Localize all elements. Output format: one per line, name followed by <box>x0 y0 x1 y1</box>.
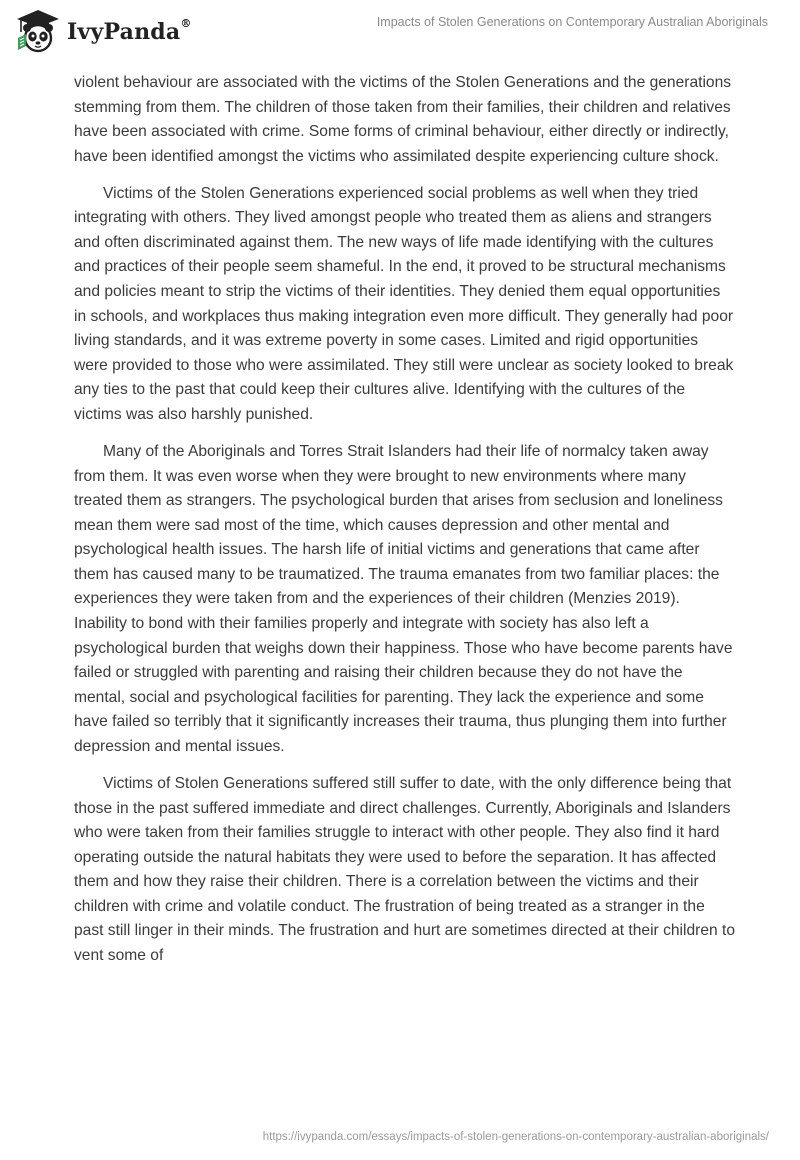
source-url[interactable]: https://ivypanda.com/essays/impacts-of-stolen-generations-on-contemporary-australian-aboriginals/ <box>262 1131 769 1143</box>
registered-mark: ® <box>180 17 192 30</box>
essay-body <box>74 71 736 981</box>
panda-graduate-icon <box>15 8 61 54</box>
brand-name <box>67 19 192 45</box>
document-title: Impacts of Stolen Generations on Contemporary Australian Aboriginals <box>376 15 768 29</box>
paragraph-4: Victims of Stolen Generations suffered still suffer to date, with the only difference being that those in the past suffered immediate and direct challenges. Currently, Aboriginals and Islanders who were taken from their families struggle to interact with other people. They also find it hard operating outside the natural habitats they were used to before the separation. It has affected them and how they raise their children. There is a correlation between the victims and their children with crime and volatile conduct. The frustration of being treated as a stranger in the past still linger in their minds. The frustration and hurt are sometimes directed at their children to vent some of <box>74 774 736 965</box>
paragraph-3: Many of the Aboriginals and Torres Strait Islanders had their life of normalcy taken away from them. It was even worse when they were brought to new environments where many treated them as strangers. The psychological burden that arises from seclusion and loneliness mean them were sad most of the time, which causes depression and other mental and psychological health issues. The harsh life of initial victims and generations that came after them has caused many to be traumatized. The trauma emanates from two familiar places: the experiences they were taken from and the experiences of their children (Menzies 2019). Inability to bond with their families properly and integrate with society has also left a psychological burden that weighs down their happiness. Those who have become parents have failed or struggled with parenting and raising their children because they do not have the mental, social and psychological facilities for parenting. They lack the experience and some have failed so terribly that it significantly increases their trauma, thus plunging them into further depression and mental issues. <box>74 442 733 756</box>
paragraph-2: Victims of the Stolen Generations experienced social problems as well when they tried integrating with others. They lived amongst people who treated them as aliens and strangers and often discriminated against them. The new ways of life made identifying with the cultures and practices of their people seem shameful. In the end, it proved to be structural mechanisms and policies meant to strip the victims of their identities. They denied them equal opportunities in schools, and workplaces thus making integration even more difficult. They generally had poor living standards, and it was extreme poverty in some cases. Limited and rigid opportunities were provided to those who were assimilated. They still were unclear as society looked to break any ties to the past that could keep their cultures alive. Identifying with the cultures of the victims was also harshly punished. <box>74 184 734 424</box>
page-header <box>0 0 800 62</box>
paragraph-1: violent behaviour are associated with the victims of the Stolen Generations and the generations stemming from them. The children of those taken from their families, their children and relatives have been associated with crime. Some forms of criminal behaviour, either directly or indirectly, have been identified amongst the victims who assimilated despite experiencing culture shock. <box>74 74 732 165</box>
ivypanda-logo[interactable] <box>15 8 192 54</box>
brand-wordmark: IvyPanda <box>67 19 181 45</box>
